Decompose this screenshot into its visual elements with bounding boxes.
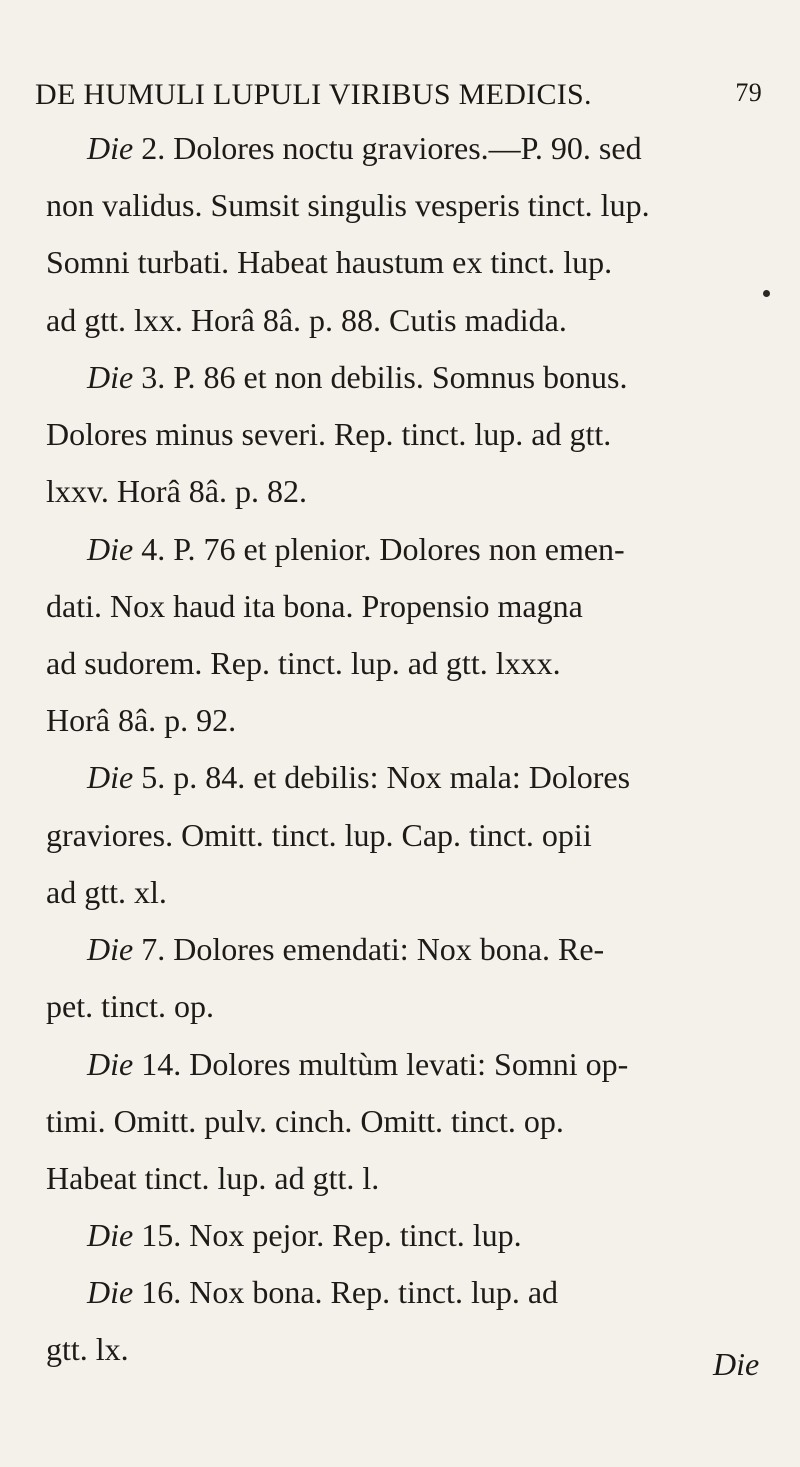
running-header (35, 78, 770, 112)
line-text: 3. P. 86 et non debilis. Somnus bonus. (133, 359, 628, 395)
day-label: Die (87, 759, 134, 795)
text-line (46, 300, 567, 340)
text-line (46, 700, 236, 740)
text-line (87, 757, 630, 797)
text-line (87, 1272, 558, 1312)
text-line (87, 929, 604, 969)
line-text: 16. Nox bona. Rep. tinct. lup. ad (133, 1274, 559, 1310)
line-text: 2. Dolores noctu graviores.—P. 90. sed (133, 130, 642, 166)
day-label: Die (87, 531, 134, 567)
line-text: pet. tinct. op. (46, 988, 214, 1024)
text-line (87, 529, 625, 569)
text-line (46, 471, 307, 511)
text-line (87, 128, 642, 168)
ink-dot (763, 290, 770, 297)
line-text: Somni turbati. Habeat haustum ex tinct. lup. (46, 244, 613, 280)
text-line (87, 357, 627, 397)
day-label: Die (87, 1274, 134, 1310)
text-line (87, 1215, 522, 1255)
line-text: ad gtt. lxx. Horâ 8â. p. 88. Cutis madida. (46, 302, 567, 338)
text-line (46, 1329, 129, 1369)
text-line (46, 986, 214, 1026)
line-text: 5. p. 84. et debilis: Nox mala: Dolores (133, 759, 631, 795)
text-line (87, 1044, 628, 1084)
line-text: Horâ 8â. p. 92. (46, 702, 237, 738)
line-text: gtt. lx. (46, 1331, 129, 1367)
line-text: lxxv. Horâ 8â. p. 82. (46, 473, 307, 509)
text-line (46, 185, 650, 225)
text-line (46, 872, 167, 912)
day-label: Die (87, 1046, 134, 1082)
text-line (46, 1158, 379, 1198)
text-line (46, 815, 592, 855)
day-label: Die (87, 1217, 134, 1253)
line-text: 4. P. 76 et plenior. Dolores non emen- (133, 531, 625, 567)
text-line (46, 242, 612, 282)
catchword: Die (713, 1346, 760, 1382)
text-line (46, 414, 611, 454)
line-text: ad sudorem. Rep. tinct. lup. ad gtt. lxxx. (46, 645, 561, 681)
text-line (46, 1101, 564, 1141)
line-text: timi. Omitt. pulv. cinch. Omitt. tinct. op. (46, 1103, 564, 1139)
text-line (46, 586, 583, 626)
text-line (46, 643, 561, 683)
day-label: Die (87, 130, 134, 166)
line-text: ad gtt. xl. (46, 874, 167, 910)
line-text: graviores. Omitt. tinct. lup. Cap. tinct. opii (46, 817, 592, 853)
page-number: 79 (735, 78, 762, 107)
line-text: non validus. Sumsit singulis vesperis tinct. lup. (46, 187, 650, 223)
line-text: 14. Dolores multùm levati: Somni op- (133, 1046, 629, 1082)
line-text: 15. Nox pejor. Rep. tinct. lup. (133, 1217, 522, 1253)
day-label: Die (87, 931, 134, 967)
line-text: dati. Nox haud ita bona. Propensio magna (46, 588, 583, 624)
line-text: Dolores minus severi. Rep. tinct. lup. ad gtt. (46, 416, 612, 452)
day-label: Die (87, 359, 134, 395)
header-title: DE HUMULI LUPULI VIRIBUS MEDICIS. (35, 78, 592, 111)
line-text: Habeat tinct. lup. ad gtt. l. (46, 1160, 380, 1196)
line-text: 7. Dolores emendati: Nox bona. Re- (133, 931, 605, 967)
